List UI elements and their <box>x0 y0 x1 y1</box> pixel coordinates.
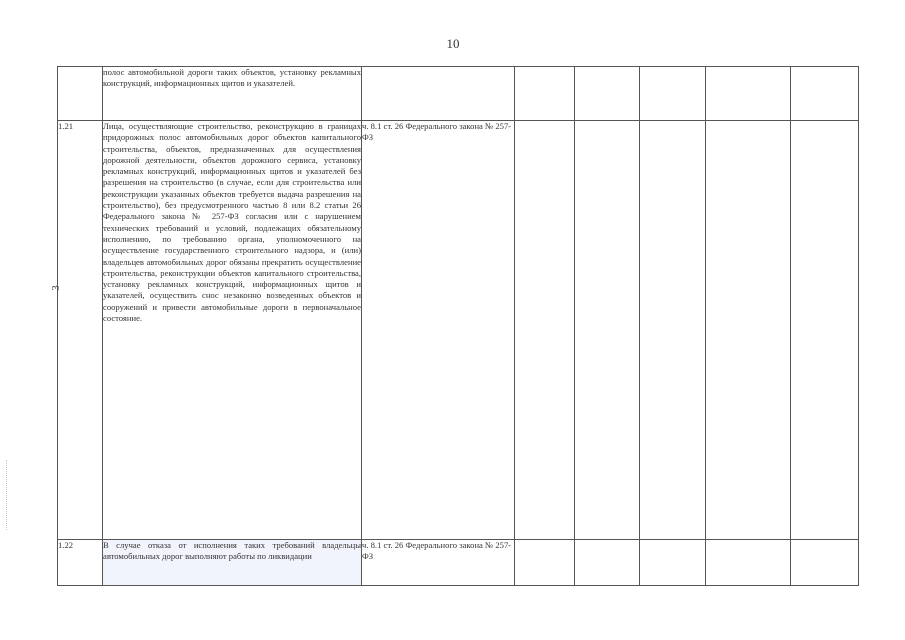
empty-cell <box>575 540 640 586</box>
table-row <box>58 540 859 586</box>
empty-cell <box>791 540 859 586</box>
empty-cell <box>706 540 791 586</box>
row-number: 1.21 <box>58 121 103 540</box>
requirement-text: полос автомобильной дороги таких объектов, установку рекламных конструкций, информационных щитов и указателей. <box>103 67 362 121</box>
table-row <box>58 67 859 121</box>
row-number: 1.22 <box>58 540 103 586</box>
empty-cell <box>791 67 859 121</box>
requirement-text: Лица, осуществляющие строительство, реконструкцию в границах придорожных полос автомобильных дорог объектов капитального строительства, объектов, предназначенных для осуществления дорожной деятельности, объектов дорожного сервиса, установку рекламных конструкций, информационных щитов и указателей без разрешения на строительство (в случае, если для строительства или реконструкции указанных объектов требуется выдача разрешения на строительство), без предусмотренного частью 8 или 8.2 статьи 26 Федерального закона № 257-ФЗ согласия или с нарушением технических требований и условий, подлежащих обязательному исполнению, по требованию органа, уполномоченного на осуществление государственного строительного надзора, и (или) владельцев автомобильных дорог обязаны прекратить осуществление строительства, реконструкции объектов капитального строительства, установку рекламных конструкций, информационных щитов и указателей, осуществить снос незаконно возведенных объектов и сооружений и привести автомобильные дороги в первоначальное состояние. <box>103 121 362 540</box>
legal-reference: ч. 8.1 ст. 26 Федерального закона № 257-ФЗ <box>362 540 515 586</box>
requirement-text: В случае отказа от исполнения таких требований владельцы автомобильных дорог выполняют работы по ликвидации <box>103 540 362 586</box>
regulation-table <box>57 66 859 586</box>
empty-cell <box>515 67 575 121</box>
legal-reference: ч. 8.1 ст. 26 Федерального закона № 257-ФЗ <box>362 121 515 540</box>
empty-cell <box>640 121 706 540</box>
page-number: 10 <box>446 36 460 51</box>
empty-cell <box>515 540 575 586</box>
legal-reference <box>362 67 515 121</box>
empty-cell <box>575 67 640 121</box>
table-row <box>58 121 859 540</box>
empty-cell <box>706 121 791 540</box>
empty-cell <box>706 67 791 121</box>
empty-cell <box>791 121 859 540</box>
empty-cell <box>515 121 575 540</box>
scan-edge-marks <box>6 460 8 530</box>
empty-cell <box>640 67 706 121</box>
empty-cell <box>640 540 706 586</box>
empty-cell <box>575 121 640 540</box>
margin-mark: 3 <box>49 285 62 291</box>
row-number <box>58 67 103 121</box>
